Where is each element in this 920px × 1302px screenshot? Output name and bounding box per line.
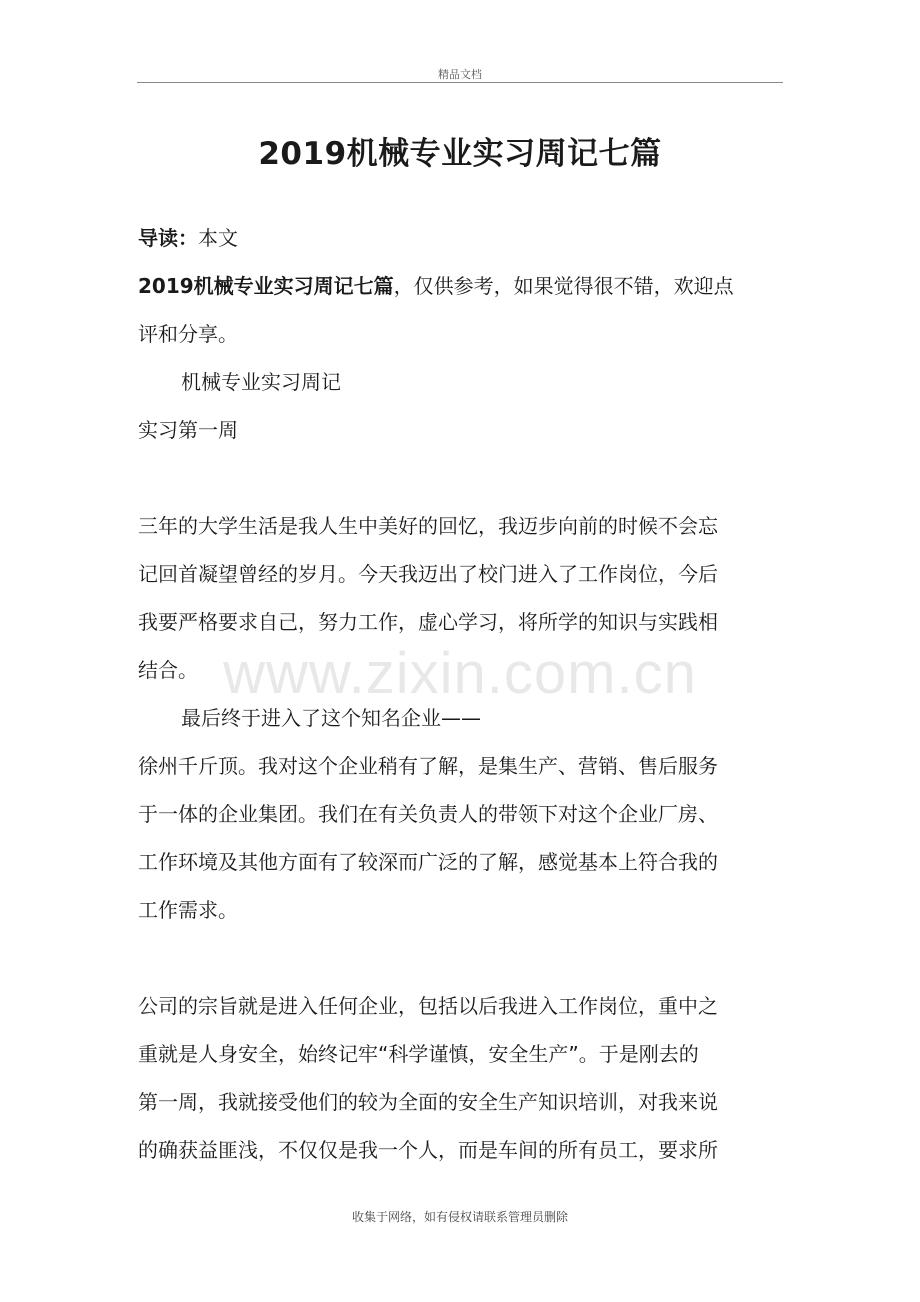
intro-line-2-rest: ，仅供参考，如果觉得很不错，欢迎点	[393, 274, 734, 298]
page-header: 精品文档	[438, 68, 482, 81]
p2-line: 最后终于进入了这个知名企业——	[181, 706, 481, 730]
intro-lead	[138, 222, 238, 251]
p1-line: 记回首凝望曾经的岁月。今天我迈出了校门进入了工作岗位，今后	[138, 562, 718, 586]
header-divider	[137, 82, 783, 83]
p1-line: 三年的大学生活是我人生中美好的回忆，我迈步向前的时候不会忘	[138, 514, 718, 538]
week-heading: 实习第一周	[138, 418, 238, 442]
p3-line: 的确获益匪浅，不仅仅是我一个人，而是车间的所有员工，要求所	[138, 1138, 718, 1162]
intro-line-2	[138, 270, 734, 299]
p1-line: 结合。	[138, 658, 198, 682]
document-title: 2019机械专业实习周记七篇	[258, 136, 662, 172]
subheading: 机械专业实习周记	[181, 370, 341, 394]
p2-line: 工作需求。	[138, 898, 238, 922]
watermark: www.zixin.com.cn	[223, 641, 697, 706]
intro-lead-text: 本文	[198, 226, 238, 250]
intro-bold-title: 2019机械专业实习周记七篇	[138, 274, 394, 298]
intro-line-3: 评和分享。	[138, 322, 238, 346]
p2-line: 于一体的企业集团。我们在有关负责人的带领下对这个企业厂房、	[138, 802, 718, 826]
p2-line: 徐州千斤顶。我对这个企业稍有了解，是集生产、营销、售后服务	[138, 754, 718, 778]
p2-line: 工作环境及其他方面有了较深而广泛的了解，感觉基本上符合我的	[138, 850, 718, 874]
intro-lead-label: 导读：	[138, 226, 198, 250]
p1-line: 我要严格要求自己，努力工作，虚心学习，将所学的知识与实践相	[138, 610, 718, 634]
p3-line: 公司的宗旨就是进入任何企业，包括以后我进入工作岗位，重中之	[138, 994, 718, 1018]
p3-line: 第一周，我就接受他们的较为全面的安全生产知识培训，对我来说	[138, 1090, 718, 1114]
p3-line: 重就是人身安全，始终记牢“科学谨慎，安全生产”。于是刚去的	[138, 1042, 699, 1066]
page-footer: 收集于网络，如有侵权请联系管理员删除	[351, 1210, 568, 1224]
